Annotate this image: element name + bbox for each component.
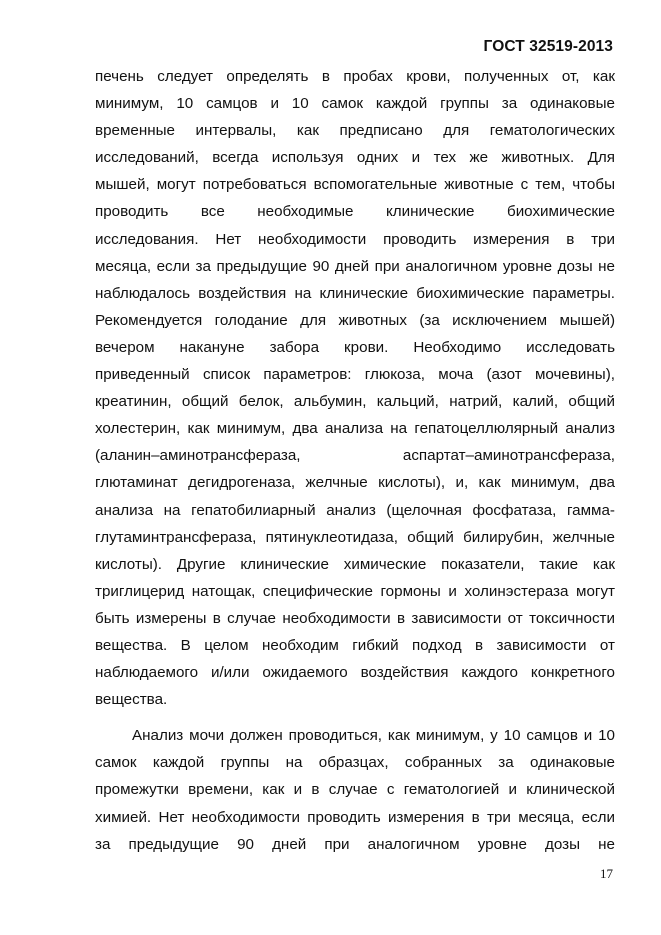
text-line: наблюдаемого и/или ожидаемого воздействия каждого конкретного — [95, 664, 615, 682]
paragraph-spacer — [95, 713, 615, 722]
document-body — [95, 63, 615, 858]
text-line: химией. Нет необходимости проводить измерения в три месяца, если — [95, 808, 615, 826]
text-line: глутаминтрансфераза, пятинуклеотидаза, общий билирубин, желчные — [95, 528, 615, 546]
text-line: проводить все необходимые клинические биохимические — [95, 203, 615, 221]
text-line: Рекомендуется голодание для животных (за исключением мышей) — [95, 311, 615, 329]
text-line: триглицерид натощак, специфические гормоны и холинэстераза могут — [95, 582, 615, 600]
page-number: 17 — [600, 866, 613, 881]
text-line: за предыдущие 90 дней при аналогичном уровне дозы не — [95, 835, 615, 853]
text-line: месяца, если за предыдущие 90 дней при аналогичном уровне дозы не — [95, 257, 615, 275]
text-line: самок каждой группы на образцах, собранных за одинаковые — [95, 754, 615, 772]
text-line: приведенный список параметров: глюкоза, моча (азот мочевины), — [95, 366, 615, 384]
paragraph-1 — [95, 63, 615, 713]
text-line: Анализ мочи должен проводиться, как минимум, у 10 самцов и 10 — [132, 727, 615, 745]
text-line: анализа на гепатобилиарный анализ (щелочная фосфатаза, гамма- — [95, 501, 615, 519]
text-line: мышей, могут потребоваться вспомогательные животные с тем, чтобы — [95, 176, 615, 194]
text-line: вещества. — [95, 691, 168, 709]
standard-header: ГОСТ 32519-2013 — [483, 38, 613, 55]
paragraph-2 — [95, 722, 615, 857]
text-line: креатинин, общий белок, альбумин, кальций, натрий, калий, общий — [95, 393, 615, 411]
text-line: вечером накануне забора крови. Необходимо исследовать — [95, 338, 615, 356]
text-line: печень следует определять в пробах крови, полученных от, как — [95, 68, 615, 85]
text-line: вещества. В целом необходим гибкий подход в зависимости от — [95, 636, 615, 654]
text-line: промежутки времени, как и в случае с гематологией и клинической — [95, 781, 615, 799]
text-line: исследования. Нет необходимости проводить измерения в три — [95, 230, 615, 248]
text-line: наблюдалось воздействия на клинические биохимические параметры. — [95, 284, 615, 302]
text-line: временные интервалы, как предписано для гематологических — [95, 122, 615, 140]
text-line: (аланин–аминотрансфераза, аспартат–аминотрансфераза, — [95, 447, 615, 465]
text-line: холестерин, как минимум, два анализа на гепатоцеллюлярный анализ — [95, 420, 615, 438]
text-line: быть измерены в случае необходимости в зависимости от токсичности — [95, 609, 615, 627]
text-line: исследований, всегда используя одних и тех же животных. Для — [95, 149, 615, 167]
text-line: глютаминат дегидрогеназа, желчные кислоты), и, как минимум, два — [95, 474, 615, 492]
text-line: кислоты). Другие клинические химические показатели, такие как — [95, 555, 615, 573]
text-line: минимум, 10 самцов и 10 самок каждой группы за одинаковые — [95, 95, 615, 113]
